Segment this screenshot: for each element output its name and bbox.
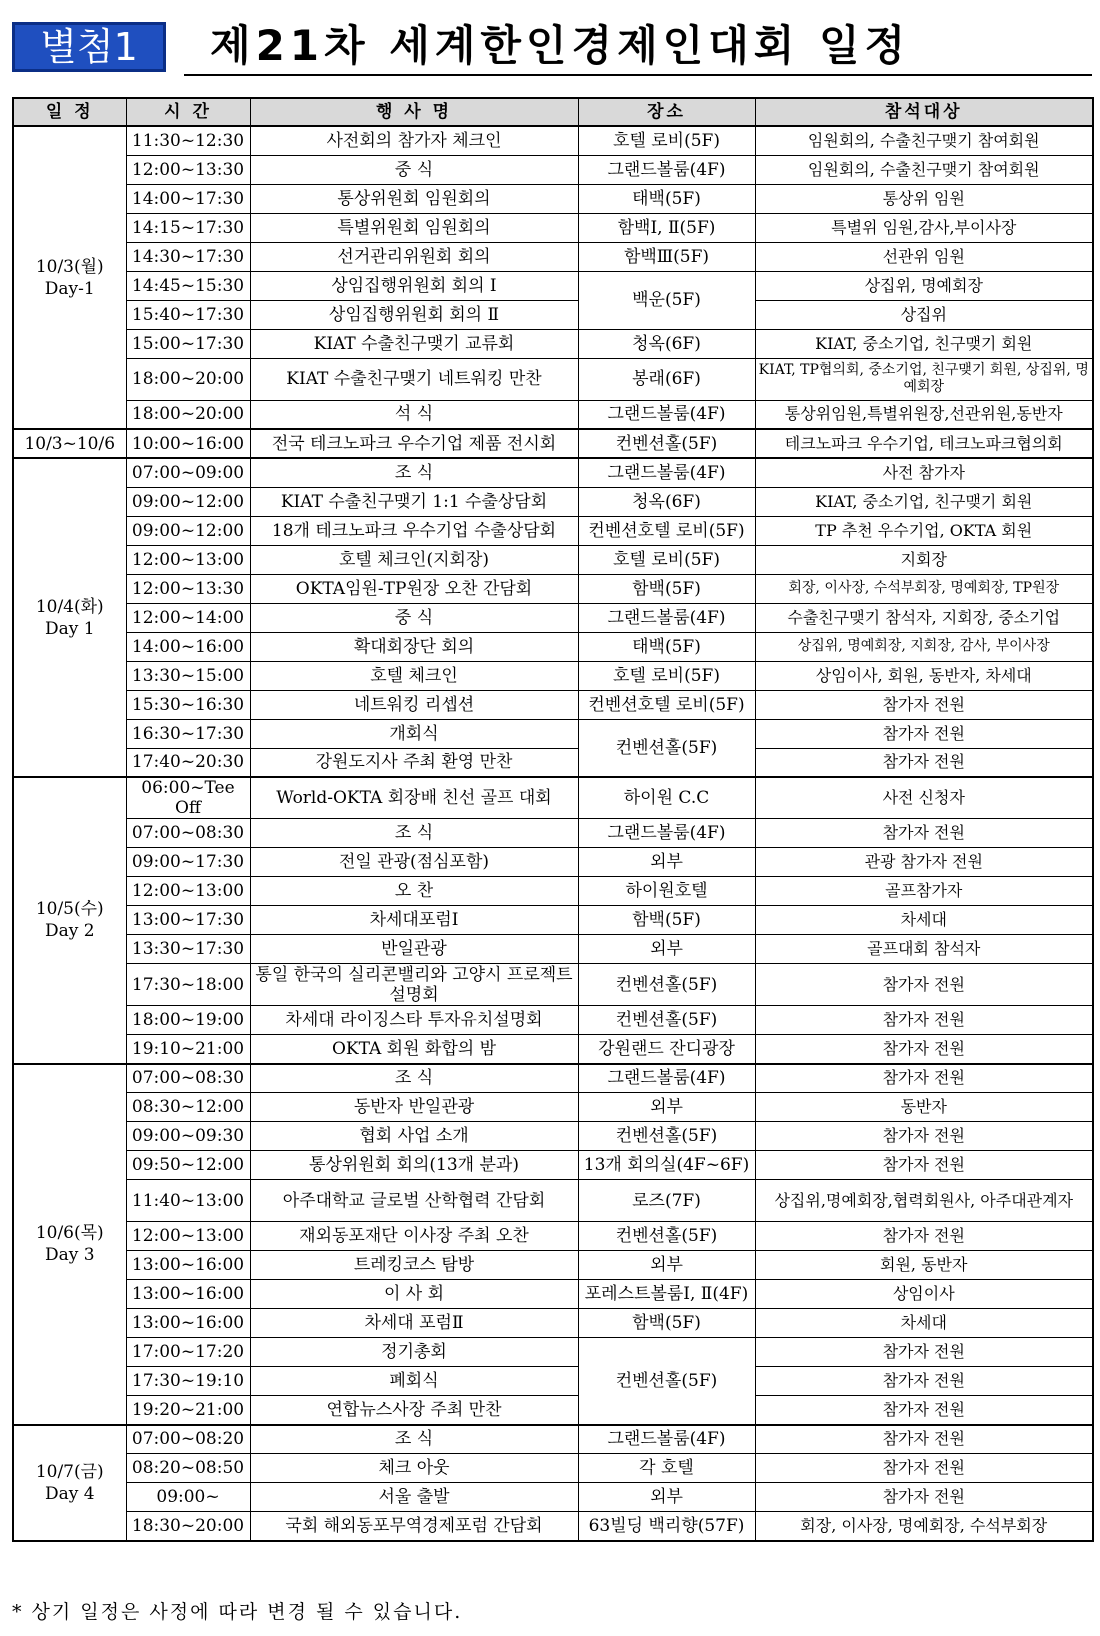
event-cell: 국회 해외동포무역경제포럼 간담회 xyxy=(250,1512,578,1541)
table-row xyxy=(13,213,1093,242)
time-cell: 19:20~21:00 xyxy=(126,1396,250,1425)
attendee-cell: 참가자 전원 xyxy=(755,748,1093,777)
attendee-cell: 테크노파크 우수기업, 테크노파크협의회 xyxy=(755,429,1093,458)
time-cell: 14:00~16:00 xyxy=(126,632,250,661)
table-row xyxy=(13,1309,1093,1338)
table-row xyxy=(13,574,1093,603)
attendee-cell: 상집위,명예회장,협력회원사, 아주대관계자 xyxy=(755,1180,1093,1222)
table-row xyxy=(13,1367,1093,1396)
attendee-cell: 참가자 전원 xyxy=(755,1222,1093,1251)
time-cell: 14:00~17:30 xyxy=(126,184,250,213)
col-header-time: 시 간 xyxy=(126,98,250,126)
place-cell: 컨벤션호텔 로비(5F) xyxy=(578,516,755,545)
place-cell: 외부 xyxy=(578,1093,755,1122)
event-cell: 차세대 포럼Ⅱ xyxy=(250,1309,578,1338)
day-label: Day-1 xyxy=(44,278,95,299)
title-underline xyxy=(184,74,1092,76)
attachment-badge: 별첨1 xyxy=(12,22,166,72)
time-cell: 13:00~16:00 xyxy=(126,1280,250,1309)
time-cell: 18:00~20:00 xyxy=(126,358,250,400)
event-cell: 이 사 회 xyxy=(250,1280,578,1309)
event-cell: 호텔 체크인 xyxy=(250,661,578,690)
time-cell: 06:00~Tee Off xyxy=(126,777,250,819)
time-cell: 14:15~17:30 xyxy=(126,213,250,242)
attendee-cell: 상집위 xyxy=(755,300,1093,329)
table-row xyxy=(13,1483,1093,1512)
time-cell: 14:45~15:30 xyxy=(126,271,250,300)
event-cell: 조 식 xyxy=(250,1425,578,1454)
attendee-cell: KIAT, 중소기업, 친구맺기 회원 xyxy=(755,487,1093,516)
table-row xyxy=(13,1006,1093,1035)
table-row xyxy=(13,429,1093,458)
attendee-cell: 참가자 전원 xyxy=(755,1483,1093,1512)
time-cell: 14:30~17:30 xyxy=(126,242,250,271)
table-row xyxy=(13,964,1093,1006)
event-cell: 선거관리위원회 회의 xyxy=(250,242,578,271)
date-cell xyxy=(13,458,126,777)
table-row xyxy=(13,777,1093,819)
place-cell: 하이원 C.C xyxy=(578,777,755,819)
date-cell xyxy=(13,429,126,458)
place-cell: 청옥(6F) xyxy=(578,487,755,516)
attendee-cell: 참가자 전원 xyxy=(755,1425,1093,1454)
place-cell: 컨벤션홀(5F) xyxy=(578,1006,755,1035)
table-row xyxy=(13,400,1093,429)
event-cell: 중 식 xyxy=(250,155,578,184)
place-cell: 컨벤션홀(5F) xyxy=(578,719,755,777)
attendee-cell: 임원회의, 수출친구맺기 참여회원 xyxy=(755,155,1093,184)
table-row xyxy=(13,819,1093,848)
attendee-cell: 상임이사 xyxy=(755,1280,1093,1309)
table-row xyxy=(13,155,1093,184)
time-cell: 09:00~ xyxy=(126,1483,250,1512)
event-cell: 상임집행위원회 회의 Ⅱ xyxy=(250,300,578,329)
attendee-cell: 회장, 이사장, 수석부회장, 명예회장, TP원장 xyxy=(755,574,1093,603)
page-header xyxy=(12,20,1092,80)
date-label: 10/5(수) xyxy=(35,899,104,920)
time-cell: 11:30~12:30 xyxy=(126,126,250,155)
col-header-event: 행 사 명 xyxy=(250,98,578,126)
date-label: 10/3~10/6 xyxy=(24,433,116,454)
event-cell: 반일관광 xyxy=(250,935,578,964)
date-label: 10/4(화) xyxy=(35,596,104,617)
page-title: 제21차 세계한인경제인대회 일정 xyxy=(210,21,911,70)
event-cell: 조 식 xyxy=(250,819,578,848)
event-cell: 통일 한국의 실리콘밸리와 고양시 프로젝트 설명회 xyxy=(250,964,578,1006)
place-cell: 각 호텔 xyxy=(578,1454,755,1483)
day-label: Day 3 xyxy=(44,1245,95,1265)
table-row xyxy=(13,1151,1093,1180)
attendee-cell: 참가자 전원 xyxy=(755,964,1093,1006)
table-row xyxy=(13,1396,1093,1425)
place-cell: 컨벤션홀(5F) xyxy=(578,429,755,458)
event-cell: 동반자 반일관광 xyxy=(250,1093,578,1122)
attendee-cell: 통상위 임원 xyxy=(755,184,1093,213)
time-cell: 15:00~17:30 xyxy=(126,329,250,358)
date-label: 10/7(금) xyxy=(35,1461,104,1482)
table-row xyxy=(13,661,1093,690)
attendee-cell: 차세대 xyxy=(755,1309,1093,1338)
event-cell: 개회식 xyxy=(250,719,578,748)
date-cell xyxy=(13,1064,126,1425)
attendee-cell: 지회장 xyxy=(755,545,1093,574)
place-cell: 외부 xyxy=(578,935,755,964)
table-row xyxy=(13,1035,1093,1064)
event-cell: 연합뉴스사장 주최 만찬 xyxy=(250,1396,578,1425)
date-label: 10/3(월) xyxy=(35,256,104,277)
event-cell: KIAT 수출친구맺기 1:1 수출상담회 xyxy=(250,487,578,516)
attendee-cell: 차세대 xyxy=(755,906,1093,935)
place-cell: 백운(5F) xyxy=(578,271,755,329)
place-cell: 그랜드볼룸(4F) xyxy=(578,458,755,487)
place-cell: 컨벤션호텔 로비(5F) xyxy=(578,690,755,719)
time-cell: 13:30~17:30 xyxy=(126,935,250,964)
date-cell xyxy=(13,777,126,1064)
place-cell: 청옥(6F) xyxy=(578,329,755,358)
attendee-cell: 사전 신청자 xyxy=(755,777,1093,819)
place-cell: 하이원호텔 xyxy=(578,877,755,906)
attendee-cell: 선관위 임원 xyxy=(755,242,1093,271)
event-cell: 18개 테크노파크 우수기업 수출상담회 xyxy=(250,516,578,545)
table-row xyxy=(13,1425,1093,1454)
table-row xyxy=(13,848,1093,877)
table-row xyxy=(13,184,1093,213)
time-cell: 17:00~17:20 xyxy=(126,1338,250,1367)
place-cell: 13개 회의실(4F~6F) xyxy=(578,1151,755,1180)
event-cell: 조 식 xyxy=(250,458,578,487)
time-cell: 08:20~08:50 xyxy=(126,1454,250,1483)
table-row xyxy=(13,1280,1093,1309)
table-row xyxy=(13,632,1093,661)
attendee-cell: 참가자 전원 xyxy=(755,1396,1093,1425)
table-row xyxy=(13,603,1093,632)
time-cell: 12:00~13:00 xyxy=(126,545,250,574)
event-cell: 호텔 체크인(지회장) xyxy=(250,545,578,574)
event-cell: 석 식 xyxy=(250,400,578,429)
time-cell: 12:00~13:00 xyxy=(126,877,250,906)
place-cell: 그랜드볼룸(4F) xyxy=(578,400,755,429)
place-cell: 함백(5F) xyxy=(578,574,755,603)
time-cell: 17:30~19:10 xyxy=(126,1367,250,1396)
place-cell: 태백(5F) xyxy=(578,184,755,213)
table-row xyxy=(13,271,1093,300)
place-cell: 그랜드볼룸(4F) xyxy=(578,1064,755,1093)
table-row xyxy=(13,545,1093,574)
event-cell: 차세대 라이징스타 투자유치설명회 xyxy=(250,1006,578,1035)
table-row xyxy=(13,516,1093,545)
event-cell: OKTA 회원 화합의 밤 xyxy=(250,1035,578,1064)
time-cell: 09:00~09:30 xyxy=(126,1122,250,1151)
place-cell: 그랜드볼룸(4F) xyxy=(578,819,755,848)
table-row xyxy=(13,906,1093,935)
footnote: * 상기 일정은 사정에 따라 변경 될 수 있습니다. xyxy=(12,1601,463,1623)
place-cell: 함백(5F) xyxy=(578,906,755,935)
day-label: Day 4 xyxy=(44,1483,95,1504)
day-label: Day 1 xyxy=(44,618,95,639)
event-cell: 서울 출발 xyxy=(250,1483,578,1512)
attendee-cell: 참가자 전원 xyxy=(755,819,1093,848)
event-cell: 오 찬 xyxy=(250,877,578,906)
time-cell: 10:00~16:00 xyxy=(126,429,250,458)
table-row xyxy=(13,1180,1093,1222)
time-cell: 11:40~13:00 xyxy=(126,1180,250,1222)
place-cell: 함백(5F) xyxy=(578,1309,755,1338)
event-cell: 사전회의 참가자 체크인 xyxy=(250,126,578,155)
time-cell: 16:30~17:30 xyxy=(126,719,250,748)
place-cell: 호텔 로비(5F) xyxy=(578,661,755,690)
table-row xyxy=(13,1122,1093,1151)
event-cell: 통상위원회 회의(13개 분과) xyxy=(250,1151,578,1180)
event-cell: 정기총회 xyxy=(250,1338,578,1367)
event-cell: 중 식 xyxy=(250,603,578,632)
table-row xyxy=(13,358,1093,400)
place-cell: 컨벤션홀(5F) xyxy=(578,1338,755,1425)
attendee-cell: 사전 참가자 xyxy=(755,458,1093,487)
table-row xyxy=(13,300,1093,329)
time-cell: 12:00~13:30 xyxy=(126,155,250,184)
day-label: Day 2 xyxy=(44,921,95,942)
attendee-cell: 골프대회 참석자 xyxy=(755,935,1093,964)
time-cell: 09:00~17:30 xyxy=(126,848,250,877)
event-cell: 아주대학교 글로벌 산학협력 간담회 xyxy=(250,1180,578,1222)
time-cell: 09:00~12:00 xyxy=(126,487,250,516)
schedule-body xyxy=(13,126,1093,1541)
time-cell: 13:00~16:00 xyxy=(126,1251,250,1280)
event-cell: 협회 사업 소개 xyxy=(250,1122,578,1151)
attendee-cell: 상집위, 명예회장, 지회장, 감사, 부이사장 xyxy=(755,632,1093,661)
place-cell: 외부 xyxy=(578,1483,755,1512)
place-cell: 호텔 로비(5F) xyxy=(578,545,755,574)
time-cell: 17:40~20:30 xyxy=(126,748,250,777)
place-cell: 로즈(7F) xyxy=(578,1180,755,1222)
table-row xyxy=(13,719,1093,748)
place-cell: 호텔 로비(5F) xyxy=(578,126,755,155)
event-cell: KIAT 수출친구맺기 교류회 xyxy=(250,329,578,358)
table-row xyxy=(13,329,1093,358)
place-cell: 봉래(6F) xyxy=(578,358,755,400)
event-cell: 전일 관광(점심포함) xyxy=(250,848,578,877)
table-row xyxy=(13,458,1093,487)
place-cell: 그랜드볼룸(4F) xyxy=(578,1425,755,1454)
time-cell: 09:50~12:00 xyxy=(126,1151,250,1180)
attendee-cell: 임원회의, 수출친구맺기 참여회원 xyxy=(755,126,1093,155)
table-row xyxy=(13,1251,1093,1280)
col-header-date: 일 정 xyxy=(13,98,126,126)
table-row xyxy=(13,1512,1093,1541)
place-cell: 컨벤션홀(5F) xyxy=(578,1122,755,1151)
time-cell: 12:00~14:00 xyxy=(126,603,250,632)
time-cell: 18:00~19:00 xyxy=(126,1006,250,1035)
time-cell: 18:00~20:00 xyxy=(126,400,250,429)
time-cell: 07:00~09:00 xyxy=(126,458,250,487)
date-cell xyxy=(13,126,126,429)
attendee-cell: 참가자 전원 xyxy=(755,1454,1093,1483)
event-cell: 전국 테크노파크 우수기업 제품 전시회 xyxy=(250,429,578,458)
attendee-cell: 상임이사, 회원, 동반자, 차세대 xyxy=(755,661,1093,690)
time-cell: 12:00~13:00 xyxy=(126,1222,250,1251)
place-cell: 포레스트볼룸Ⅰ, Ⅱ(4F) xyxy=(578,1280,755,1309)
attendee-cell: 참가자 전원 xyxy=(755,690,1093,719)
schedule-table xyxy=(12,97,1094,1542)
table-row xyxy=(13,935,1093,964)
table-row xyxy=(13,1338,1093,1367)
attendee-cell: 관광 참가자 전원 xyxy=(755,848,1093,877)
time-cell: 13:00~16:00 xyxy=(126,1309,250,1338)
time-cell: 13:30~15:00 xyxy=(126,661,250,690)
event-cell: 체크 아웃 xyxy=(250,1454,578,1483)
attendee-cell: 수출친구맺기 참석자, 지회장, 중소기업 xyxy=(755,603,1093,632)
table-row xyxy=(13,690,1093,719)
attendee-cell: 참가자 전원 xyxy=(755,1006,1093,1035)
attendee-cell: 참가자 전원 xyxy=(755,1151,1093,1180)
time-cell: 15:30~16:30 xyxy=(126,690,250,719)
time-cell: 13:00~17:30 xyxy=(126,906,250,935)
attendee-cell: 참가자 전원 xyxy=(755,1064,1093,1093)
event-cell: 강원도지사 주최 환영 만찬 xyxy=(250,748,578,777)
attendee-cell: KIAT, 중소기업, 친구맺기 회원 xyxy=(755,329,1093,358)
attendee-cell: KIAT, TP협의회, 중소기업, 친구맺기 회원, 상집위, 명예회장 xyxy=(755,358,1093,400)
event-cell: 확대회장단 회의 xyxy=(250,632,578,661)
table-row xyxy=(13,1093,1093,1122)
attendee-cell: 회원, 동반자 xyxy=(755,1251,1093,1280)
place-cell: 63빌딩 백리향(57F) xyxy=(578,1512,755,1541)
event-cell: 폐회식 xyxy=(250,1367,578,1396)
event-cell: World-OKTA 회장배 친선 골프 대회 xyxy=(250,777,578,819)
time-cell: 18:30~20:00 xyxy=(126,1512,250,1541)
event-cell: 특별위원회 임원회의 xyxy=(250,213,578,242)
table-row xyxy=(13,1064,1093,1093)
event-cell: 조 식 xyxy=(250,1064,578,1093)
time-cell: 07:00~08:30 xyxy=(126,1064,250,1093)
table-row xyxy=(13,487,1093,516)
time-cell: 09:00~12:00 xyxy=(126,516,250,545)
event-cell: 상임집행위원회 회의 Ⅰ xyxy=(250,271,578,300)
time-cell: 15:40~17:30 xyxy=(126,300,250,329)
time-cell: 12:00~13:30 xyxy=(126,574,250,603)
table-row xyxy=(13,1222,1093,1251)
event-cell: 네트워킹 리셉션 xyxy=(250,690,578,719)
table-row xyxy=(13,748,1093,777)
event-cell: 재외동포재단 이사장 주최 오찬 xyxy=(250,1222,578,1251)
time-cell: 08:30~12:00 xyxy=(126,1093,250,1122)
attendee-cell: 회장, 이사장, 명예회장, 수석부회장 xyxy=(755,1512,1093,1541)
col-header-attendee: 참석대상 xyxy=(755,98,1093,126)
place-cell: 태백(5F) xyxy=(578,632,755,661)
place-cell: 강원랜드 잔디광장 xyxy=(578,1035,755,1064)
place-cell: 그랜드볼룸(4F) xyxy=(578,603,755,632)
attendee-cell: 참가자 전원 xyxy=(755,1338,1093,1367)
attendee-cell: TP 추천 우수기업, OKTA 회원 xyxy=(755,516,1093,545)
table-header-row xyxy=(13,98,1093,126)
attendee-cell: 동반자 xyxy=(755,1093,1093,1122)
date-cell xyxy=(13,1425,126,1541)
event-cell: 통상위원회 임원회의 xyxy=(250,184,578,213)
time-cell: 19:10~21:00 xyxy=(126,1035,250,1064)
time-cell: 17:30~18:00 xyxy=(126,964,250,1006)
place-cell: 함백Ⅰ, Ⅱ(5F) xyxy=(578,213,755,242)
event-cell: 차세대포럼Ⅰ xyxy=(250,906,578,935)
attendee-cell: 통상위임원,특별위원장,선관위원,동반자 xyxy=(755,400,1093,429)
table-row xyxy=(13,242,1093,271)
table-row xyxy=(13,1454,1093,1483)
attendee-cell: 특별위 임원,감사,부이사장 xyxy=(755,213,1093,242)
date-label: 10/6(목) xyxy=(35,1223,104,1243)
place-cell: 컨벤션홀(5F) xyxy=(578,1222,755,1251)
place-cell: 함백Ⅲ(5F) xyxy=(578,242,755,271)
table-row xyxy=(13,126,1093,155)
time-cell: 07:00~08:20 xyxy=(126,1425,250,1454)
place-cell: 컨벤션홀(5F) xyxy=(578,964,755,1006)
event-cell: OKTA임원-TP원장 오찬 간담회 xyxy=(250,574,578,603)
table-row xyxy=(13,877,1093,906)
col-header-place: 장소 xyxy=(578,98,755,126)
attendee-cell: 참가자 전원 xyxy=(755,719,1093,748)
attendee-cell: 골프참가자 xyxy=(755,877,1093,906)
event-cell: 트레킹코스 탐방 xyxy=(250,1251,578,1280)
attendee-cell: 상집위, 명예회장 xyxy=(755,271,1093,300)
place-cell: 그랜드볼룸(4F) xyxy=(578,155,755,184)
time-cell: 07:00~08:30 xyxy=(126,819,250,848)
attendee-cell: 참가자 전원 xyxy=(755,1367,1093,1396)
event-cell: KIAT 수출친구맺기 네트워킹 만찬 xyxy=(250,358,578,400)
attendee-cell: 참가자 전원 xyxy=(755,1122,1093,1151)
attendee-cell: 참가자 전원 xyxy=(755,1035,1093,1064)
place-cell: 외부 xyxy=(578,1251,755,1280)
place-cell: 외부 xyxy=(578,848,755,877)
